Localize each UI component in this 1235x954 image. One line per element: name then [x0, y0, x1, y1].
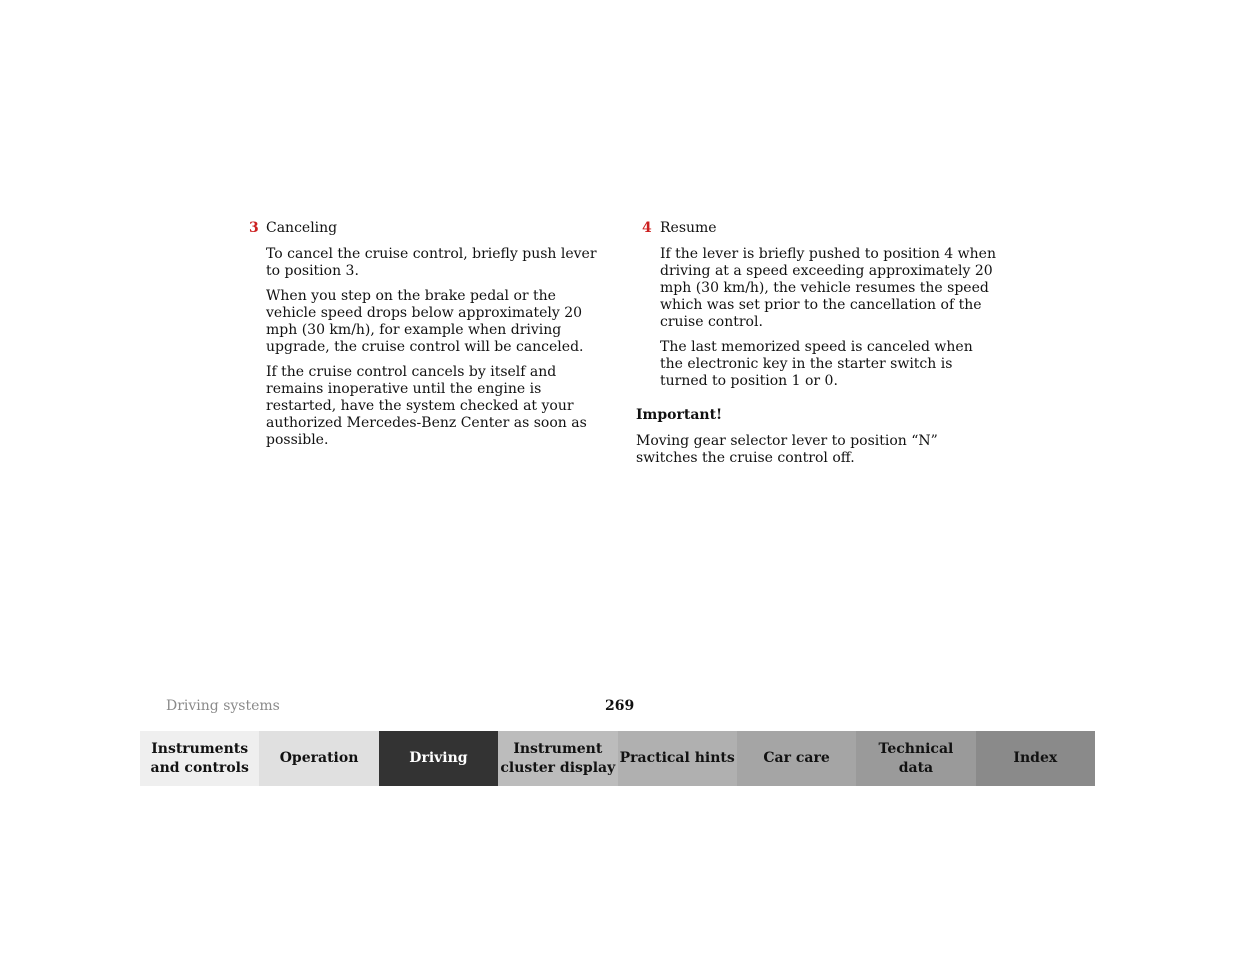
tab-operation[interactable]: Operation [259, 731, 378, 786]
tab-car-care[interactable]: Car care [737, 731, 856, 786]
chapter-tabs [140, 731, 1095, 786]
tab-practical-hints[interactable]: Practical hints [618, 731, 737, 786]
item-title: Canceling [266, 220, 338, 236]
paragraph: If the cruise control cancels by itself and remains inoperative until the engine is restarted, have the system checked at your authorized Mercedes-Benz Center as soon as possible. [266, 364, 587, 448]
item-number: 3 [249, 220, 259, 236]
paragraph: If the lever is briefly pushed to position 4 when driving at a speed exceeding approximately 20 mph (30 km/h), the vehicle resumes the speed which was set prior to the cancellation of the cruise control. [660, 246, 996, 330]
item-number: 4 [642, 220, 652, 236]
footer-section-title: Driving systems [166, 698, 280, 714]
item-title: Resume [660, 220, 717, 236]
paragraph: The last memorized speed is canceled when the electronic key in the starter switch is turned to position 1 or 0. [660, 339, 973, 389]
right-column [636, 220, 996, 475]
paragraph: When you step on the brake pedal or the vehicle speed drops below approximately 20 mph (30 km/h), for example when driving upgrade, the cruise control will be canceled. [266, 288, 584, 355]
item-heading-resume [636, 220, 996, 237]
item-heading-canceling [249, 220, 599, 237]
page-number: 269 [605, 698, 635, 714]
important-heading: Important! [636, 407, 723, 423]
item-body [249, 246, 599, 449]
tab-instrument-cluster-display[interactable]: Instrument cluster display [498, 731, 617, 786]
tab-index[interactable]: Index [976, 731, 1095, 786]
important-text: Moving gear selector lever to position “N” switches the cruise control off. [636, 433, 938, 466]
item-body [636, 246, 996, 390]
tab-driving[interactable]: Driving [379, 731, 498, 786]
tab-instruments-and-controls[interactable]: Instruments and controls [140, 731, 259, 786]
left-column [249, 220, 599, 457]
paragraph: To cancel the cruise control, briefly push lever to position 3. [266, 246, 597, 279]
tab-technical-data[interactable]: Technical data [856, 731, 975, 786]
